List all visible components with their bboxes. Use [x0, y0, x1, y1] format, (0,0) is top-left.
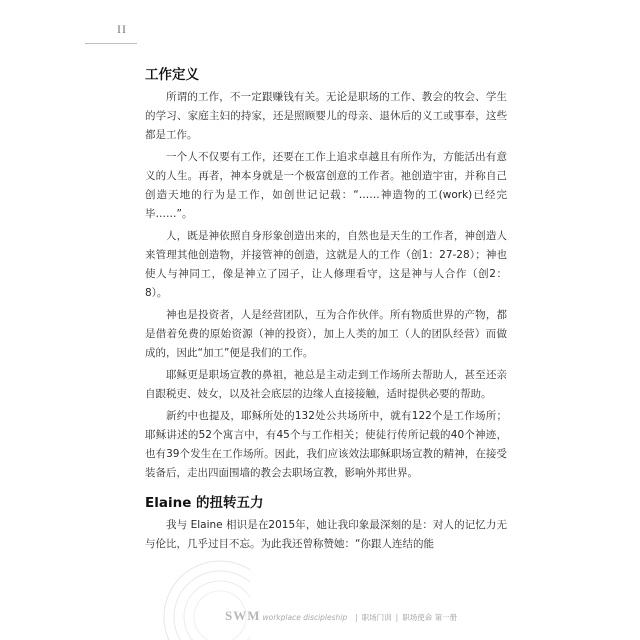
section-heading: Elaine 的扭转五力 [145, 495, 264, 511]
paragraph: 所谓的工作，不一定跟赚钱有关。无论是职场的工作、教会的牧会、学生的学习、家庭主妇的持家，还是照顾婴儿的母亲、退休后的义工或事奉，这些都是工作。 [145, 91, 507, 141]
section-work-definition [145, 65, 507, 483]
page-footer [225, 608, 457, 624]
footer-circles-decoration [160, 555, 250, 640]
footer-book-title: 职场使命 [402, 613, 433, 622]
page-content [145, 60, 507, 557]
footer-separator: | [355, 613, 358, 622]
section-elaine [145, 493, 507, 554]
paragraph: 新约中也提及，耶稣所处的132处公共场所中，就有122个是工作场所；耶稣讲述的52个寓言中，有45个与工作相关；使徒行传所记载的40个神迹，也有39个发生在工作场所。因此，我们应该效法耶稣职场宣教的精神，在接受装备后，走出四面围墙的教会去职场宣教，影响外邦世界。 [145, 410, 507, 479]
paragraph: 我与 Elaine 相识是在2015年，她让我印象最深刻的是：对人的记忆力无与伦比，几乎过目不忘。为此我还曾称赞她：“你跟人连结的能 [145, 519, 507, 550]
series-logo-subtitle: workplace discipleship [262, 613, 348, 622]
footer-separator: | [395, 613, 399, 622]
section-heading: 工作定义 [145, 67, 199, 83]
paragraph: 神也是投资者，人是经营团队，互为合作伙伴。所有物质世界的产物，都是借着免费的原始资源（神的投资），加上人类的加工（人的团队经营）而做成的，因此“加工”便是我们的工作。 [145, 309, 507, 359]
page-number: II [117, 22, 127, 36]
header-rule [85, 43, 137, 44]
paragraph: 一个人不仅要有工作，还要在工作上追求卓越且有所作为，方能活出有意义的人生。再者，神本身就是一个极富创意的工作者。祂创造宇宙，并称自己创造天地的行为是工作，如创世记记载：“……神造物的工(work)已经完毕……”。 [145, 151, 507, 220]
footer-volume: 第一册 [434, 613, 458, 622]
paragraph: 耶稣更是职场宣教的鼻祖，祂总是主动走到工作场所去帮助人，甚至还亲自跟税吏、妓女，以及社会底层的边缘人直接接触，适时提供必要的帮助。 [145, 369, 507, 400]
paragraph: 人，既是神依照自身形象创造出来的，自然也是天生的工作者，神创造人来管理其他创造物，并接管神的创造，这就是人的工作（创1：27-28）；神也使人与神同工，像是神立了园子，让人修理看守，这是神与人合作（创2：8）。 [145, 230, 507, 299]
footer-series-title: 职场门训 [361, 613, 392, 622]
series-logo: SWM [225, 608, 261, 623]
